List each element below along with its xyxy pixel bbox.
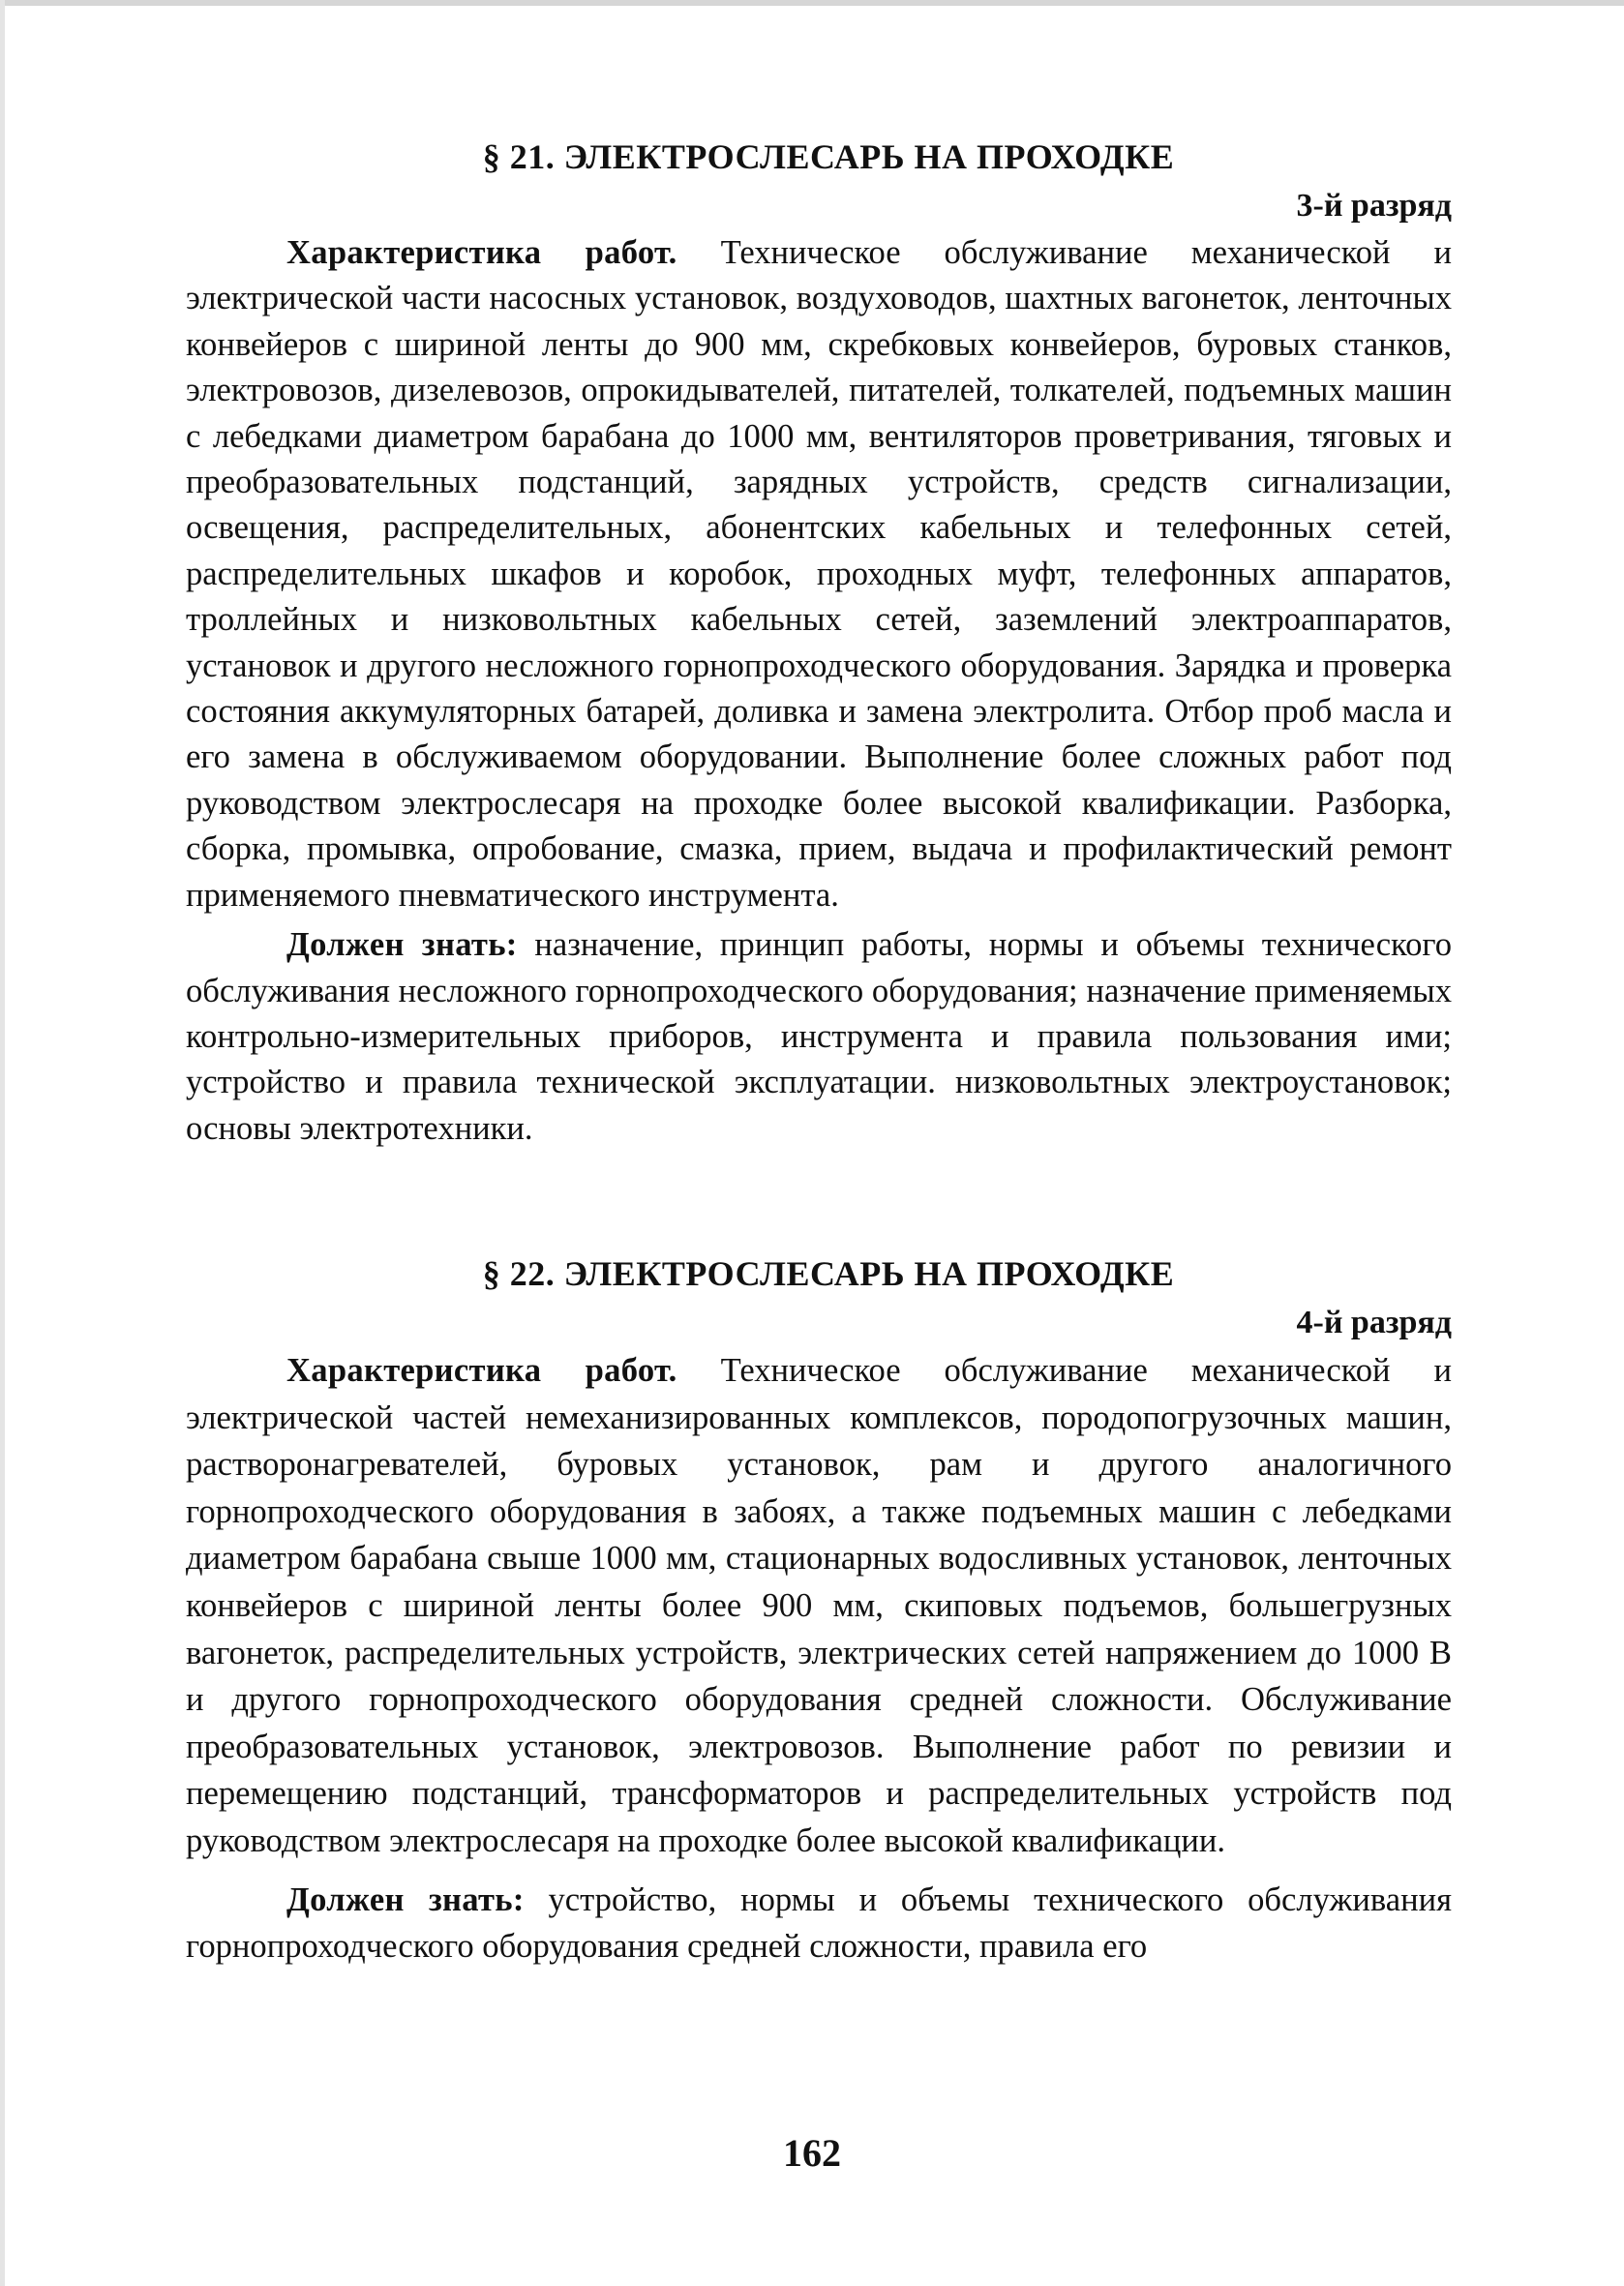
required-knowledge-label: Должен знать:: [286, 1880, 525, 1918]
required-knowledge-paragraph: [186, 922, 1452, 1152]
required-knowledge-text: устройство, нормы и объемы технического обслуживания горнопроходческого оборудования средней сложности, правила его: [186, 1880, 1452, 1966]
section-title: § 21. ЭЛЕКТРОСЛЕСАРЬ НА ПРОХОДКЕ: [482, 137, 1175, 176]
work-characteristics-paragraph: [186, 1347, 1452, 1865]
page-number: 162: [783, 2131, 841, 2175]
section-title: § 22. ЭЛЕКТРОСЛЕСАРЬ НА ПРОХОДКЕ: [482, 1254, 1175, 1293]
work-characteristics-text: Техническое обслуживание механической и электрической частей немеханизированных комплексов, породопогрузочных машин, растворонагревателей, буровых установок, рам и другого аналогичного горнопроходческого оборудования в забоях, а также подъемных машин с лебедками диаметром барабана свыше 1000 мм, стационарных водосливных установок, ленточных конвейеров с шириной ленты более 900 мм, скиповых подъемов, большегрузных вагонеток, распределительных устройств, электрических сетей напряжением до 1000 В и другого горнопроходческого оборудования средней сложности. Обслуживание преобразовательных установок, электровозов. Выполнение работ по ревизии и перемещению подстанций, трансформаторов и распределительных устройств под руководством электрослесаря на проходке более высокой квалификации.: [186, 1352, 1452, 1859]
work-characteristics-paragraph: [186, 230, 1452, 918]
grade-label: 4-й разряд: [1296, 1305, 1452, 1340]
scan-edge-top: [0, 0, 1624, 6]
section-22: [186, 1248, 1452, 1970]
work-characteristics-label: Характеристика работ.: [286, 234, 677, 271]
required-knowledge-paragraph: [186, 1877, 1452, 1970]
required-knowledge-label: Должен знать:: [286, 926, 518, 964]
section-21: [186, 132, 1452, 1152]
work-characteristics-label: Характеристика работ.: [286, 1352, 677, 1389]
work-characteristics-text: Техническое обслуживание механической и электрической части насосных установок, воздуховодов, шахтных вагонеток, ленточных конвейеров с шириной ленты до 900 мм, скребковых конвейеров, буровых станков, электровозов, дизелевозов, опрокидывателей, питателей, толкателей, подъемных машин с лебедками диаметром барабана до 1000 мм, вентиляторов проветривания, тяговых и преобразовательных подстанций, зарядных устройств, средств сигнализации, освещения, распределительных, абонентских кабельных и телефонных сетей, распределительных шкафов и коробок, проходных муфт, телефонных аппаратов, троллейных и низковольтных кабельных сетей, заземлений электроаппаратов, установок и другого несложного горнопроходческого оборудования. Зарядка и проверка состояния аккумуляторных батарей, доливка и замена электролита. Отбор проб масла и его замена в обслуживаемом оборудовании. Выполнение более сложных работ под руководством электрослесаря на проходке более высокой квалификации. Разборка, сборка, промывка, опробование, смазка, прием, выдача и профилактический ремонт применяемого пневматического инструмента.: [186, 234, 1452, 914]
scan-edge-left: [0, 0, 5, 2286]
required-knowledge-text: назначение, принцип работы, нормы и объемы технического обслуживания несложного горнопроходческого оборудования; назначение применяемых контрольно-измерительных приборов, инструмента и правила пользования ими; устройство и правила технической эксплуатации. низковольтных электроустановок; основы электротехники.: [186, 926, 1452, 1147]
grade-label: 3-й разряд: [1296, 188, 1452, 224]
